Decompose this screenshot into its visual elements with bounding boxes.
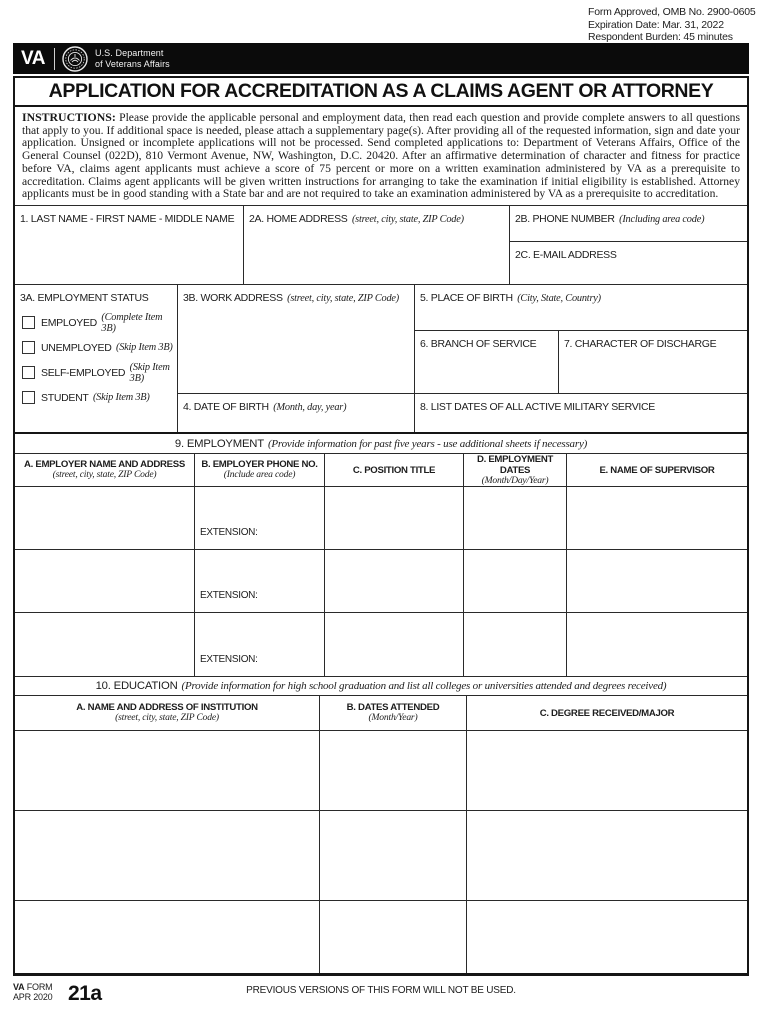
checkbox-unemployed[interactable] bbox=[22, 341, 35, 354]
emp-row3-phone-cell[interactable] bbox=[195, 613, 325, 677]
field-1-name[interactable] bbox=[15, 206, 244, 284]
emp-row2-phone-cell[interactable] bbox=[195, 550, 325, 613]
form-body bbox=[13, 76, 749, 976]
title-row bbox=[15, 78, 747, 107]
emp-col-e-header bbox=[567, 454, 747, 487]
va-header-bar bbox=[13, 43, 749, 74]
field-2a-home-address[interactable] bbox=[244, 206, 510, 284]
va-seal-icon bbox=[62, 46, 88, 72]
employment-status-row bbox=[15, 285, 747, 434]
option-student bbox=[22, 391, 177, 404]
option-student-label: STUDENT bbox=[41, 391, 89, 404]
field-4-hint: (Month, day, year) bbox=[273, 402, 347, 413]
omb-expiration-line: Expiration Date: Mar. 31, 2022 bbox=[588, 18, 724, 31]
edu-row2-degree-cell[interactable] bbox=[467, 811, 747, 901]
education-title-hint: (Provide information for high school graduation and list all colleges or universities attended and degrees received) bbox=[181, 680, 667, 692]
dept-line-2: of Veterans Affairs bbox=[94, 58, 170, 69]
emp-col-c-header bbox=[325, 454, 464, 487]
field-3a-employment-status bbox=[15, 285, 178, 432]
emp-row1-position-cell[interactable] bbox=[325, 487, 464, 550]
field-2a-hint: (street, city, state, ZIP Code) bbox=[351, 214, 464, 225]
emp-col-d-hint: (Month/Day/Year) bbox=[481, 474, 549, 486]
field-3a-label: 3A. EMPLOYMENT STATUS bbox=[20, 292, 149, 304]
option-employed-hint: (Complete Item 3B) bbox=[101, 311, 163, 334]
education-title-text: 10. EDUCATION bbox=[95, 680, 178, 692]
emp-col-a-label: A. EMPLOYER NAME AND ADDRESS bbox=[24, 459, 185, 471]
edu-row1-institution-cell[interactable] bbox=[15, 731, 320, 811]
field-2c-email[interactable] bbox=[510, 242, 747, 284]
edu-row3-institution-cell[interactable] bbox=[15, 901, 320, 973]
field-2b-label: 2B. PHONE NUMBER bbox=[515, 213, 615, 225]
edu-col-c-header bbox=[467, 696, 747, 731]
employment-status-options bbox=[15, 306, 177, 416]
emp-row2-position-cell[interactable] bbox=[325, 550, 464, 613]
form-id-date: APR 2020 bbox=[13, 991, 53, 1002]
emp-col-e-label: E. NAME OF SUPERVISOR bbox=[599, 464, 715, 476]
edu-row3-dates-cell[interactable] bbox=[320, 901, 467, 973]
option-self-employed bbox=[22, 361, 177, 384]
employment-section-title bbox=[15, 434, 747, 454]
employment-title-text: 9. EMPLOYMENT bbox=[174, 437, 264, 450]
va-logo: VA bbox=[21, 47, 45, 69]
option-unemployed bbox=[22, 341, 177, 354]
emp-col-b-label: B. EMPLOYER PHONE NO. bbox=[201, 459, 318, 471]
emp-row3-dates-cell[interactable] bbox=[464, 613, 567, 677]
extension-label: EXTENSION: bbox=[200, 654, 258, 665]
form-number: 21a bbox=[68, 982, 102, 1005]
field-4-date-of-birth[interactable] bbox=[178, 394, 414, 432]
dept-name bbox=[95, 48, 170, 69]
emp-row1-phone-cell[interactable] bbox=[195, 487, 325, 550]
emp-row2-supervisor-cell[interactable] bbox=[567, 550, 747, 613]
omb-approval-block bbox=[588, 6, 756, 44]
edu-row2-dates-cell[interactable] bbox=[320, 811, 467, 901]
emp-col-a-hint: (street, city, state, ZIP Code) bbox=[52, 469, 157, 481]
emp-row2-dates-cell[interactable] bbox=[464, 550, 567, 613]
field-6-branch-of-service[interactable] bbox=[415, 331, 559, 393]
extension-label: EXTENSION: bbox=[200, 527, 258, 538]
edu-col-a-header bbox=[15, 696, 320, 731]
form-id-block bbox=[13, 983, 52, 1002]
employment-title-hint: (Provide information for past five years - use additional sheets if necessary) bbox=[267, 437, 588, 450]
edu-col-b-header bbox=[320, 696, 467, 731]
emp-col-a-header bbox=[15, 454, 195, 487]
edu-col-c-label: C. DEGREE RECEIVED/MAJOR bbox=[539, 707, 675, 719]
edu-row1-degree-cell[interactable] bbox=[467, 731, 747, 811]
option-employed bbox=[22, 311, 177, 334]
education-section-title bbox=[15, 677, 747, 696]
field-3b-hint: (street, city, state, ZIP Code) bbox=[287, 293, 400, 304]
emp-col-d-label: D. EMPLOYMENT DATES bbox=[476, 453, 554, 476]
emp-col-b-hint: (Include area code) bbox=[223, 469, 296, 481]
form-footer bbox=[13, 982, 749, 1012]
phone-email-column bbox=[510, 206, 747, 284]
edu-row1-dates-cell[interactable] bbox=[320, 731, 467, 811]
option-student-hint: (Skip Item 3B) bbox=[92, 392, 150, 403]
omb-burden-line: Respondent Burden: 45 minutes bbox=[588, 31, 733, 43]
field-6-label: 6. BRANCH OF SERVICE bbox=[420, 338, 537, 350]
form-title: APPLICATION FOR ACCREDITATION AS A CLAIMS AGENT OR ATTORNEY bbox=[48, 80, 714, 102]
service-discharge-row bbox=[415, 331, 747, 394]
form-id-form: FORM bbox=[24, 982, 53, 992]
option-self-employed-hint: (Skip Item 3B) bbox=[129, 361, 170, 384]
emp-row3-supervisor-cell[interactable] bbox=[567, 613, 747, 677]
education-table bbox=[15, 696, 747, 973]
form-container bbox=[13, 43, 749, 976]
emp-row3-employer-cell[interactable] bbox=[15, 613, 195, 677]
field-8-military-service[interactable] bbox=[415, 394, 747, 432]
emp-row1-supervisor-cell[interactable] bbox=[567, 487, 747, 550]
option-unemployed-label: UNEMPLOYED bbox=[41, 341, 112, 354]
option-self-employed-label: SELF-EMPLOYED bbox=[41, 366, 126, 379]
extension-label: EXTENSION: bbox=[200, 590, 258, 601]
edu-row2-institution-cell[interactable] bbox=[15, 811, 320, 901]
omb-approved-line: Form Approved, OMB No. 2900-0605 bbox=[588, 6, 756, 18]
birth-service-column bbox=[415, 285, 747, 432]
work-address-column bbox=[178, 285, 415, 432]
field-5-hint: (City, State, Country) bbox=[517, 293, 601, 304]
emp-row2-employer-cell[interactable] bbox=[15, 550, 195, 613]
field-3b-label: 3B. WORK ADDRESS bbox=[183, 292, 283, 304]
edu-col-a-label: A. NAME AND ADDRESS OF INSTITUTION bbox=[76, 702, 258, 714]
field-2c-label: 2C. E-MAIL ADDRESS bbox=[515, 249, 617, 261]
field-2b-phone[interactable] bbox=[510, 206, 747, 242]
instructions-label: INSTRUCTIONS: bbox=[22, 110, 116, 124]
emp-row1-employer-cell[interactable] bbox=[15, 487, 195, 550]
field-3b-work-address[interactable] bbox=[178, 285, 414, 394]
edu-col-b-hint: (Month/Year) bbox=[368, 712, 418, 724]
field-7-character-of-discharge[interactable] bbox=[559, 331, 747, 393]
field-5-label: 5. PLACE OF BIRTH bbox=[420, 292, 513, 304]
field-4-label: 4. DATE OF BIRTH bbox=[183, 401, 269, 413]
emp-row3-position-cell[interactable] bbox=[325, 613, 464, 677]
field-7-label: 7. CHARACTER OF DISCHARGE bbox=[564, 338, 717, 350]
emp-col-c-label: C. POSITION TITLE bbox=[352, 464, 436, 476]
previous-versions-notice: PREVIOUS VERSIONS OF THIS FORM WILL NOT BE USED. bbox=[246, 985, 516, 996]
field-5-place-of-birth[interactable] bbox=[415, 285, 747, 331]
emp-row1-dates-cell[interactable] bbox=[464, 487, 567, 550]
header-separator bbox=[54, 48, 55, 70]
checkbox-employed[interactable] bbox=[22, 316, 35, 329]
instructions-block bbox=[15, 107, 747, 206]
edu-col-b-label: B. DATES ATTENDED bbox=[346, 702, 440, 714]
option-employed-label: EMPLOYED bbox=[41, 316, 97, 329]
edu-col-a-hint: (street, city, state, ZIP Code) bbox=[115, 712, 219, 724]
emp-col-d-header bbox=[464, 454, 567, 487]
employment-table bbox=[15, 454, 747, 677]
field-8-label: 8. LIST DATES OF ALL ACTIVE MILITARY SERVICE bbox=[420, 401, 656, 413]
field-2a-label: 2A. HOME ADDRESS bbox=[249, 213, 348, 225]
checkbox-student[interactable] bbox=[22, 391, 35, 404]
instructions-body: Please provide the applicable personal and employment data, then read each question and provide complete answers to all questions that apply to you. If additional space is needed, please attach a supplementary page(s). After providing all of the requested information, sign and date your application. Unsigned or incomplete applications will not be processed. Send completed applications to: Department of Veterans Affairs, Office of the General Counsel (022D), 810 Vermont Avenue, NW, Washington, D.C. 20420. After an affirmative determination of character and fitness for practice before VA, claims agent applicants must achieve a score of 75 percent or more on a written examination administered by VA as a prerequisite to accreditation. Claims agent applicants will be given written instructions for arranging to take the examination if initial eligibility is established. Attorney applicants must be in good standing with a State bar and are not required to take an examination administered by VA as a prerequisite to accreditation. bbox=[22, 111, 740, 201]
field-2b-hint: (Including area code) bbox=[619, 214, 705, 225]
option-unemployed-hint: (Skip Item 3B) bbox=[115, 342, 173, 353]
form-id-va: VA bbox=[13, 982, 25, 992]
emp-col-b-header bbox=[195, 454, 325, 487]
personal-info-row bbox=[15, 206, 747, 285]
field-1-label: 1. LAST NAME - FIRST NAME - MIDDLE NAME bbox=[20, 213, 235, 225]
edu-row3-degree-cell[interactable] bbox=[467, 901, 747, 973]
dept-line-1: U.S. Department bbox=[94, 48, 164, 58]
checkbox-self-employed[interactable] bbox=[22, 366, 35, 379]
